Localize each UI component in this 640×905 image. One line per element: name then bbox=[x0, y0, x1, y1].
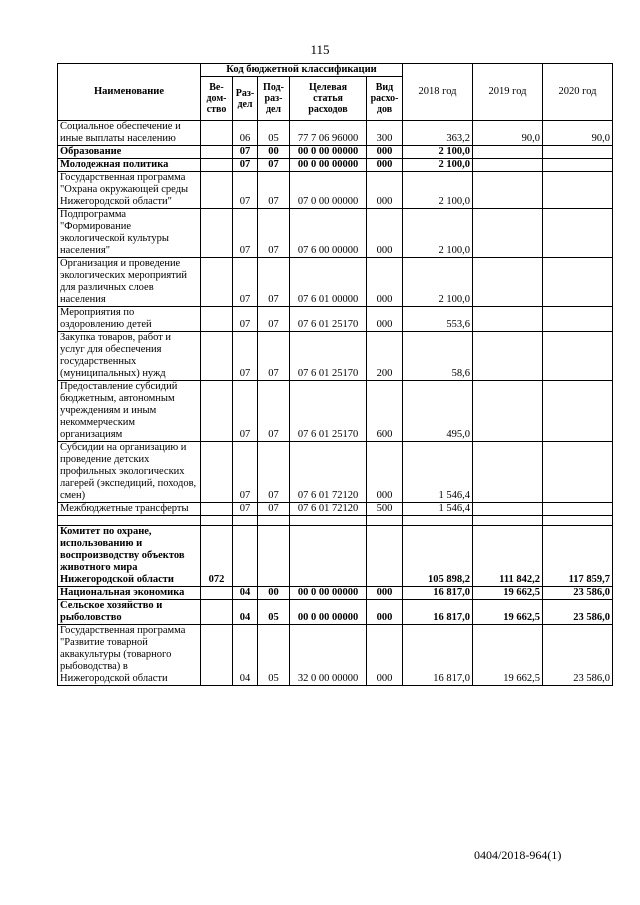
cell-podrazdel: 05 bbox=[258, 121, 290, 146]
cell-vedomstvo bbox=[201, 442, 233, 503]
cell-razdel: 07 bbox=[233, 159, 258, 172]
cell-podrazdel: 07 bbox=[258, 442, 290, 503]
table-row bbox=[58, 146, 613, 159]
cell-2019: 19 662,5 bbox=[473, 600, 543, 625]
cell-name: Государственная программа "Развитие товарной аквакультуры (товарного рыбоводства) в Нижегородской области bbox=[58, 625, 201, 686]
cell-2020 bbox=[543, 159, 613, 172]
cell-vedomstvo bbox=[201, 159, 233, 172]
table-row bbox=[58, 332, 613, 381]
cell-2019 bbox=[473, 516, 543, 526]
cell-vedomstvo bbox=[201, 381, 233, 442]
cell-2020: 23 586,0 bbox=[543, 625, 613, 686]
cell-name: Государственная программа "Охрана окружающей среды Нижегородской области" bbox=[58, 172, 201, 209]
cell-vid: 000 bbox=[367, 625, 403, 686]
cell-name: Образование bbox=[58, 146, 201, 159]
col-header-2018: 2018 год bbox=[403, 64, 473, 121]
cell-target: 00 0 00 00000 bbox=[290, 146, 367, 159]
table-row bbox=[58, 209, 613, 258]
col-header-2019: 2019 год bbox=[473, 64, 543, 121]
cell-podrazdel: 07 bbox=[258, 307, 290, 332]
table-row bbox=[58, 159, 613, 172]
cell-razdel: 07 bbox=[233, 258, 258, 307]
cell-target bbox=[290, 516, 367, 526]
table-row bbox=[58, 121, 613, 146]
table-row bbox=[58, 625, 613, 686]
cell-2020: 23 586,0 bbox=[543, 587, 613, 600]
cell-2019 bbox=[473, 159, 543, 172]
cell-2018: 495,0 bbox=[403, 381, 473, 442]
cell-name: Сельское хозяйство и рыболовство bbox=[58, 600, 201, 625]
cell-razdel bbox=[233, 516, 258, 526]
cell-2019: 111 842,2 bbox=[473, 526, 543, 587]
cell-target: 07 6 01 25170 bbox=[290, 332, 367, 381]
page-number: 115 bbox=[310, 42, 330, 57]
cell-vedomstvo bbox=[201, 600, 233, 625]
cell-vid: 000 bbox=[367, 159, 403, 172]
cell-name: Закупка товаров, работ и услуг для обеспечения государственных (муниципальных) нужд bbox=[58, 332, 201, 381]
cell-vid: 500 bbox=[367, 503, 403, 516]
col-header-name: Наименование bbox=[58, 64, 201, 121]
cell-podrazdel: 05 bbox=[258, 625, 290, 686]
cell-target: 07 6 01 72120 bbox=[290, 442, 367, 503]
cell-2018: 2 100,0 bbox=[403, 258, 473, 307]
cell-target bbox=[290, 526, 367, 587]
cell-name: Предоставление субсидий бюджетным, автономным учреждениям и иным некоммерческим организациям bbox=[58, 381, 201, 442]
cell-2019 bbox=[473, 146, 543, 159]
cell-vedomstvo bbox=[201, 146, 233, 159]
cell-2018: 1 546,4 bbox=[403, 442, 473, 503]
cell-razdel: 07 bbox=[233, 503, 258, 516]
cell-vedomstvo bbox=[201, 121, 233, 146]
cell-target: 07 6 01 25170 bbox=[290, 307, 367, 332]
cell-2019 bbox=[473, 258, 543, 307]
cell-2019 bbox=[473, 209, 543, 258]
cell-vid bbox=[367, 526, 403, 587]
cell-2019 bbox=[473, 307, 543, 332]
col-header-razdel: Раз- дел bbox=[233, 77, 258, 121]
cell-vid: 600 bbox=[367, 381, 403, 442]
cell-razdel bbox=[233, 526, 258, 587]
cell-2018: 16 817,0 bbox=[403, 600, 473, 625]
cell-2018: 2 100,0 bbox=[403, 159, 473, 172]
cell-name: Межбюджетные трансферты bbox=[58, 503, 201, 516]
cell-razdel: 04 bbox=[233, 587, 258, 600]
table-row bbox=[58, 381, 613, 442]
cell-vid bbox=[367, 516, 403, 526]
cell-target: 00 0 00 00000 bbox=[290, 159, 367, 172]
cell-podrazdel: 07 bbox=[258, 258, 290, 307]
table-row bbox=[58, 307, 613, 332]
cell-2020: 117 859,7 bbox=[543, 526, 613, 587]
cell-podrazdel: 07 bbox=[258, 209, 290, 258]
table-row bbox=[58, 503, 613, 516]
cell-2020 bbox=[543, 381, 613, 442]
cell-vid: 000 bbox=[367, 600, 403, 625]
table-row bbox=[58, 442, 613, 503]
cell-razdel: 07 bbox=[233, 381, 258, 442]
cell-target: 77 7 06 96000 bbox=[290, 121, 367, 146]
cell-2020: 90,0 bbox=[543, 121, 613, 146]
cell-razdel: 06 bbox=[233, 121, 258, 146]
cell-2018: 58,6 bbox=[403, 332, 473, 381]
cell-2018: 16 817,0 bbox=[403, 587, 473, 600]
cell-target: 07 6 01 25170 bbox=[290, 381, 367, 442]
cell-target: 07 6 01 00000 bbox=[290, 258, 367, 307]
cell-name: Социальное обеспечение и иные выплаты населению bbox=[58, 121, 201, 146]
col-header-vid: Вид расхо- дов bbox=[367, 77, 403, 121]
cell-razdel: 04 bbox=[233, 600, 258, 625]
cell-vedomstvo bbox=[201, 172, 233, 209]
cell-vedomstvo bbox=[201, 332, 233, 381]
cell-razdel: 04 bbox=[233, 625, 258, 686]
cell-vid: 000 bbox=[367, 209, 403, 258]
cell-2018: 1 546,4 bbox=[403, 503, 473, 516]
cell-podrazdel: 07 bbox=[258, 381, 290, 442]
cell-name: Комитет по охране, использованию и воспроизводству объектов животного мира Нижегородской области bbox=[58, 526, 201, 587]
cell-name: Организация и проведение экологических мероприятий для различных слоев населения bbox=[58, 258, 201, 307]
cell-target: 07 0 00 00000 bbox=[290, 172, 367, 209]
cell-podrazdel: 05 bbox=[258, 600, 290, 625]
cell-target: 00 0 00 00000 bbox=[290, 600, 367, 625]
cell-vedomstvo bbox=[201, 587, 233, 600]
cell-podrazdel: 00 bbox=[258, 587, 290, 600]
cell-2020 bbox=[543, 503, 613, 516]
budget-table bbox=[57, 63, 613, 686]
cell-2019: 90,0 bbox=[473, 121, 543, 146]
cell-2020 bbox=[543, 442, 613, 503]
cell-vid: 000 bbox=[367, 442, 403, 503]
col-header-target: Целевая статья расходов bbox=[290, 77, 367, 121]
table-row bbox=[58, 516, 613, 526]
cell-2018: 363,2 bbox=[403, 121, 473, 146]
cell-2019 bbox=[473, 332, 543, 381]
col-header-2020: 2020 год bbox=[543, 64, 613, 121]
col-header-vedomstvo: Ве- дом- ство bbox=[201, 77, 233, 121]
cell-podrazdel bbox=[258, 516, 290, 526]
cell-vedomstvo bbox=[201, 209, 233, 258]
cell-vid: 000 bbox=[367, 172, 403, 209]
table-row bbox=[58, 172, 613, 209]
cell-2018: 2 100,0 bbox=[403, 209, 473, 258]
cell-name: Подпрограмма "Формирование экологической культуры населения" bbox=[58, 209, 201, 258]
cell-2020 bbox=[543, 258, 613, 307]
cell-razdel: 07 bbox=[233, 146, 258, 159]
cell-podrazdel: 00 bbox=[258, 146, 290, 159]
cell-target: 07 6 00 00000 bbox=[290, 209, 367, 258]
table-row bbox=[58, 258, 613, 307]
cell-name: Национальная экономика bbox=[58, 587, 201, 600]
cell-vid: 000 bbox=[367, 258, 403, 307]
cell-2019 bbox=[473, 442, 543, 503]
col-header-code-group: Код бюджетной классификации bbox=[201, 64, 403, 77]
cell-2018: 2 100,0 bbox=[403, 172, 473, 209]
cell-podrazdel: 07 bbox=[258, 172, 290, 209]
cell-target: 32 0 00 00000 bbox=[290, 625, 367, 686]
cell-vedomstvo bbox=[201, 516, 233, 526]
table-row bbox=[58, 526, 613, 587]
cell-2018: 105 898,2 bbox=[403, 526, 473, 587]
cell-vid: 000 bbox=[367, 587, 403, 600]
cell-vedomstvo: 072 bbox=[201, 526, 233, 587]
cell-2019 bbox=[473, 381, 543, 442]
cell-razdel: 07 bbox=[233, 307, 258, 332]
cell-vedomstvo bbox=[201, 503, 233, 516]
cell-podrazdel: 07 bbox=[258, 332, 290, 381]
cell-razdel: 07 bbox=[233, 172, 258, 209]
cell-2020 bbox=[543, 332, 613, 381]
cell-target: 07 6 01 72120 bbox=[290, 503, 367, 516]
cell-vedomstvo bbox=[201, 258, 233, 307]
cell-razdel: 07 bbox=[233, 442, 258, 503]
cell-2020 bbox=[543, 146, 613, 159]
cell-vid: 200 bbox=[367, 332, 403, 381]
document-code: 0404/2018-964(1) bbox=[474, 848, 562, 862]
cell-2020 bbox=[543, 172, 613, 209]
cell-vedomstvo bbox=[201, 307, 233, 332]
cell-2018: 16 817,0 bbox=[403, 625, 473, 686]
cell-2020 bbox=[543, 307, 613, 332]
table-body bbox=[58, 121, 613, 686]
cell-2020 bbox=[543, 209, 613, 258]
cell-2019: 19 662,5 bbox=[473, 587, 543, 600]
cell-2019 bbox=[473, 503, 543, 516]
cell-razdel: 07 bbox=[233, 209, 258, 258]
cell-2018: 553,6 bbox=[403, 307, 473, 332]
cell-2018: 2 100,0 bbox=[403, 146, 473, 159]
cell-target: 00 0 00 00000 bbox=[290, 587, 367, 600]
table-row bbox=[58, 600, 613, 625]
cell-2020 bbox=[543, 516, 613, 526]
table-row bbox=[58, 587, 613, 600]
cell-name bbox=[58, 516, 201, 526]
cell-vid: 000 bbox=[367, 307, 403, 332]
cell-2020: 23 586,0 bbox=[543, 600, 613, 625]
cell-vedomstvo bbox=[201, 625, 233, 686]
cell-2018 bbox=[403, 516, 473, 526]
cell-name: Субсидии на организацию и проведение детских профильных экологических лагерей (экспедиций, походов, смен) bbox=[58, 442, 201, 503]
cell-vid: 300 bbox=[367, 121, 403, 146]
cell-podrazdel bbox=[258, 526, 290, 587]
col-header-podrazdel: Под- раз- дел bbox=[258, 77, 290, 121]
cell-vid: 000 bbox=[367, 146, 403, 159]
cell-podrazdel: 07 bbox=[258, 159, 290, 172]
cell-name: Молодежная политика bbox=[58, 159, 201, 172]
cell-razdel: 07 bbox=[233, 332, 258, 381]
cell-2019: 19 662,5 bbox=[473, 625, 543, 686]
cell-2019 bbox=[473, 172, 543, 209]
cell-name: Мероприятия по оздоровлению детей bbox=[58, 307, 201, 332]
cell-podrazdel: 07 bbox=[258, 503, 290, 516]
